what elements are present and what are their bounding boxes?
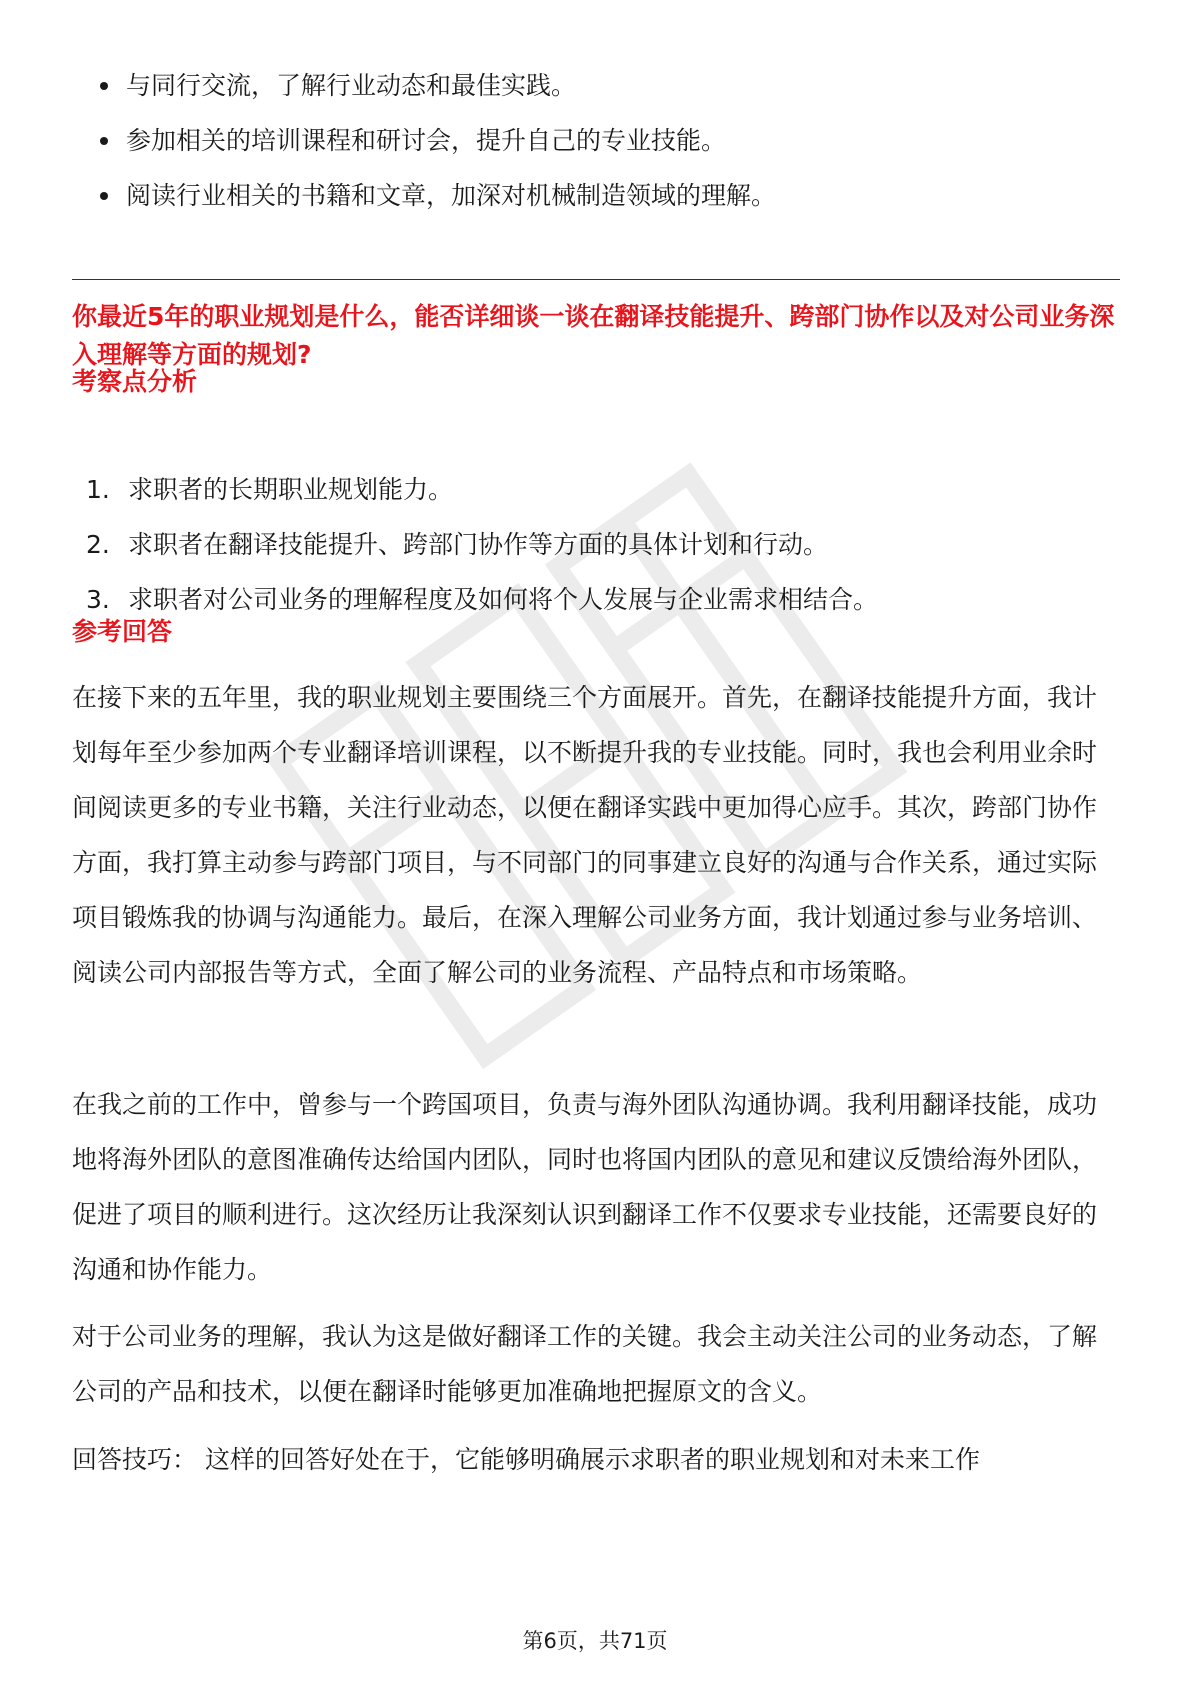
- list-item: 与同行交流，了解行业动态和最佳实践。: [72, 58, 1112, 113]
- list-item: 1. 求职者的长期职业规划能力。: [72, 462, 1112, 517]
- section-divider: [72, 279, 1120, 280]
- list-item: 2. 求职者在翻译技能提升、跨部门协作等方面的具体计划和行动。: [72, 517, 1112, 572]
- answer-heading: 参考回答: [72, 617, 173, 646]
- answer-paragraph: 在接下来的五年里，我的职业规划主要围绕三个方面展开。首先，在翻译技能提升方面，我计划每年至少参加两个专业翻译培训课程，以不断提升我的专业技能。同时，我也会利用业余时间阅读更多的专业书籍，关注行业动态，以便在翻译实践中更加得心应手。其次，跨部门协作方面，我打算主动参与跨部门项目，与不同部门的同事建立良好的沟通与合作关系，通过实际项目锻炼我的协调与沟通能力。最后，在深入理解公司业务方面，我计划通过参与业务培训、阅读公司内部报告等方式，全面了解公司的业务流程、产品特点和市场策略。: [72, 683, 1098, 987]
- bullet-dot-icon: [100, 137, 108, 145]
- analysis-heading: 考察点分析: [72, 367, 198, 396]
- list-item: 3. 求职者对公司业务的理解程度及如何将个人发展与企业需求相结合。: [72, 572, 1112, 627]
- item-number: 1.: [86, 475, 110, 504]
- answer-paragraph: 对于公司业务的理解，我认为这是做好翻译工作的关键。我会主动关注公司的业务动态，了解公司的产品和技术，以便在翻译时能够更加准确地把握原文的含义。: [72, 1322, 1098, 1406]
- list-item: 阅读行业相关的书籍和文章，加深对机械制造领域的理解。: [72, 168, 1112, 223]
- bullet-dot-icon: [100, 192, 108, 200]
- interview-question: 你最近5年的职业规划是什么，能否详细谈一谈在翻译技能提升、跨部门协作以及对公司业务深入理解等方面的规划?: [72, 302, 1115, 369]
- answer-tip: 回答技巧： 这样的回答好处在于，它能够明确展示求职者的职业规划和对未来工作: [72, 1445, 980, 1474]
- item-number: 3.: [86, 585, 110, 614]
- bullet-dot-icon: [100, 82, 108, 90]
- list-item: 参加相关的培训课程和研讨会，提升自己的专业技能。: [72, 113, 1112, 168]
- bullet-list: [72, 58, 1112, 223]
- analysis-list: [72, 462, 1112, 627]
- item-number: 2.: [86, 530, 110, 559]
- page-number: 第6页，共71页: [522, 1629, 668, 1653]
- answer-paragraph: 在我之前的工作中，曾参与一个跨国项目，负责与海外团队沟通协调。我利用翻译技能，成功地将海外团队的意图准确传达给国内团队，同时也将国内团队的意见和建议反馈给海外团队，促进了项目的顺利进行。这次经历让我深刻认识到翻译工作不仅要求专业技能，还需要良好的沟通和协作能力。: [72, 1090, 1098, 1284]
